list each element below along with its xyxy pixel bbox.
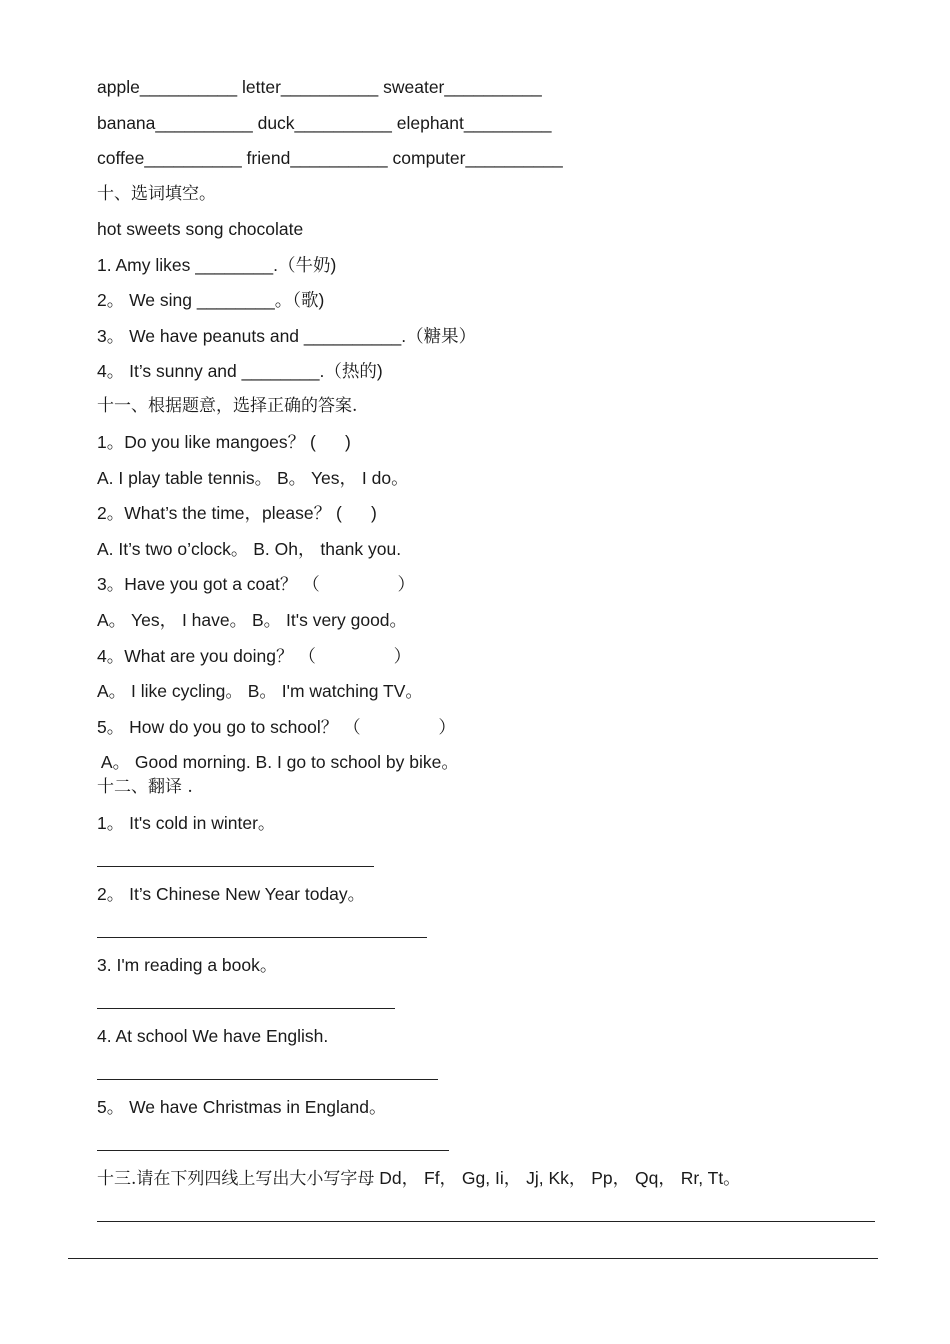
- answer-line-1: [97, 866, 374, 867]
- choice-options-3: A。 Yes， I have。 B。 It's very good。: [97, 610, 408, 630]
- section-10-title: 十、选词填空。: [97, 184, 216, 204]
- section-11-title: 十一、根据题意，选择正确的答案.: [97, 396, 358, 416]
- choice-options-2: A. It’s two o’clock。 B. Oh， thank you.: [97, 539, 402, 559]
- section-12-title: 十二、翻译 .: [97, 777, 193, 797]
- fill-question-1: 1. Amy likes ________.（牛奶): [97, 255, 337, 275]
- answer-line-4: [97, 1079, 438, 1080]
- translate-sentence-5: 5。 We have Christmas in England。: [97, 1097, 387, 1117]
- translate-sentence-3: 3. I'm reading a book。: [97, 955, 278, 975]
- vocab-row-1: apple__________ letter__________ sweater__________: [97, 77, 542, 97]
- choice-options-4: A。 I like cycling。 B。 I'm watching TV。: [97, 681, 423, 701]
- answer-line-3: [97, 1008, 395, 1009]
- choice-question-2: 2。What’s the time，please？ ( ): [97, 503, 377, 523]
- fill-question-4: 4。 It’s sunny and ________.（热的): [97, 361, 383, 381]
- word-bank: hot sweets song chocolate: [97, 219, 304, 239]
- choice-question-3: 3。Have you got a coat？ （ ）: [97, 574, 416, 594]
- choice-options-1: A. I play table tennis。 B。 Yes， I do。: [97, 468, 409, 488]
- answer-line-2: [97, 937, 427, 938]
- section-13-letters: Dd， Ff， Gg, Ii， Jj, Kk， Pp， Qq， Rr, Tt。: [374, 1168, 741, 1188]
- writing-line-2: [68, 1258, 878, 1259]
- translate-sentence-2: 2。 It’s Chinese New Year today。: [97, 884, 366, 904]
- choice-question-5: 5。 How do you go to school？ （ ）: [97, 717, 456, 737]
- fill-question-3: 3。 We have peanuts and __________.（糖果）: [97, 326, 477, 346]
- translate-sentence-4: 4. At school We have English.: [97, 1026, 329, 1046]
- fill-question-2: 2。 We sing ________。（歌): [97, 290, 325, 310]
- section-13-title: [97, 1167, 741, 1190]
- section-13-title-cn: 十三.请在下列四线上写出大小写字母: [97, 1169, 375, 1189]
- answer-line-5: [97, 1150, 449, 1151]
- vocab-row-2: banana__________ duck__________ elephant_________: [97, 113, 552, 133]
- vocab-row-3: coffee__________ friend__________ computer__________: [97, 148, 563, 168]
- choice-question-4: 4。What are you doing？ （ ）: [97, 646, 412, 666]
- choice-options-5: A。 Good morning. B. I go to school by bike。: [97, 752, 459, 772]
- translate-sentence-1: 1。 It's cold in winter。: [97, 813, 276, 833]
- choice-question-1: 1。Do you like mangoes？ ( ): [97, 432, 351, 452]
- writing-line-1: [97, 1221, 875, 1222]
